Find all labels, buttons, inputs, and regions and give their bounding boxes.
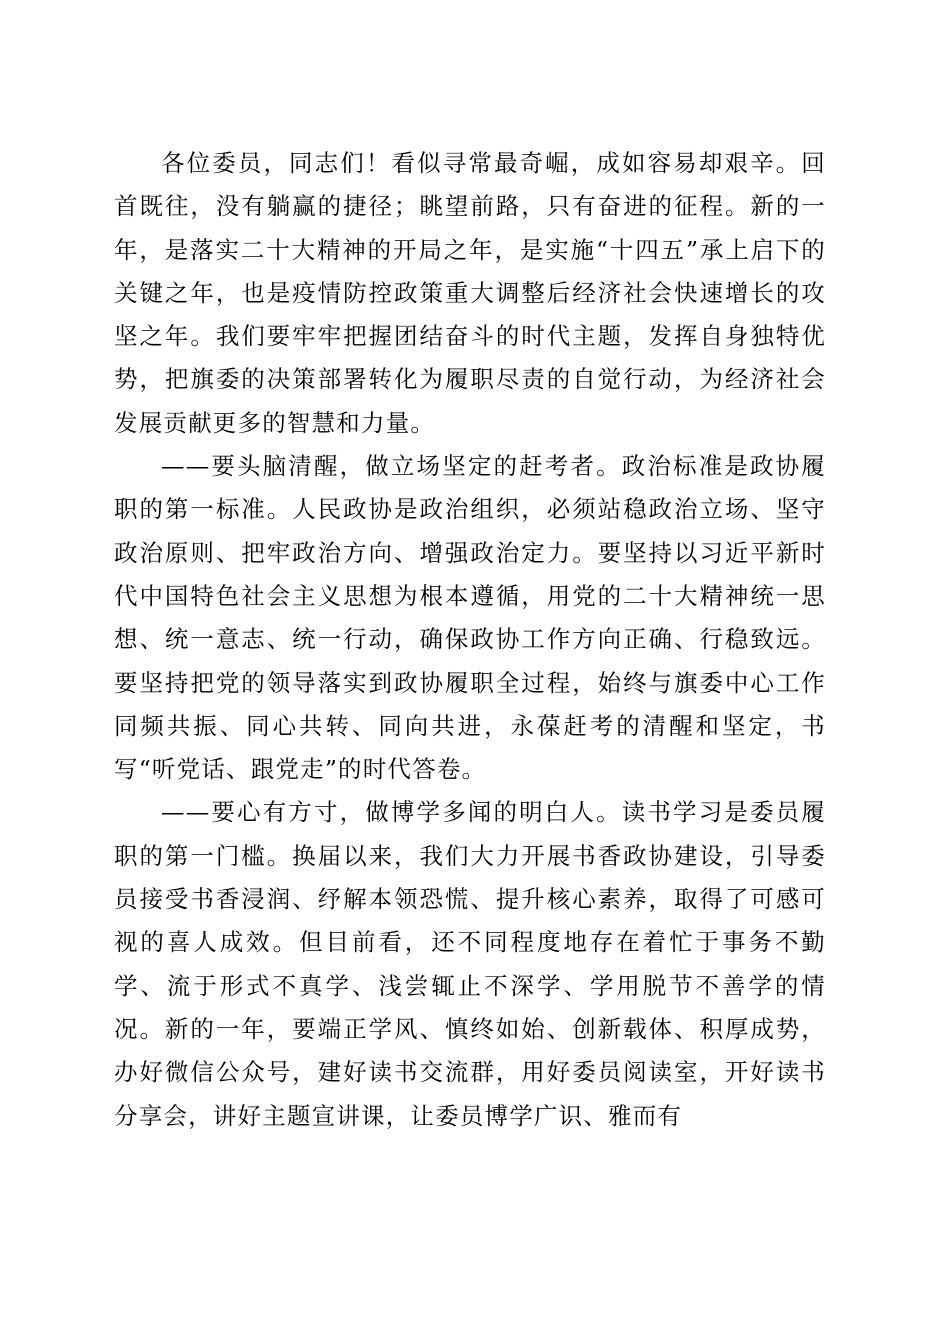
paragraph-reading-study: ——要心有方寸，做博学多闻的明白人。读书学习是委员履职的第一门槛。换届以来，我们大力开展书香政协建设，引导委员接受书香浸润、纾解本领恐慌、提升核心素养，取得了可感可视的喜人成效。但目前看，还不同程度地存在着忙于事务不勤学、流于形式不真学、浅尝辄止不深学、学用脱节不善学的情况。新的一年，要端正学风、慎终如始、创新载体、积厚成势，办好微信公众号，建好读书交流群，用好委员阅读室，开好读书分享会，讲好主题宣讲课，让委员博学广识、雅而有 — [114, 798, 826, 1130]
document-body — [114, 142, 826, 1138]
paragraph-political-stance: ——要头脑清醒，做立场坚定的赶考者。政治标准是政协履职的第一标准。人民政协是政治组织，必须站稳政治立场、坚守政治原则、把牢政治方向、增强政治定力。要坚持以习近平新时代中国特色社会主义思想为根本遵循，用党的二十大精神统一思想、统一意志、统一行动，确保政协工作方向正确、行稳致远。要坚持把党的领导落实到政协履职全过程，始终与旗委中心工作同频共振、同心共转、同向共进，永葆赶考的清醒和坚定，书写“听党话、跟党走”的时代答卷。 — [114, 452, 826, 784]
paragraph-opening-address: 各位委员，同志们！看似寻常最奇崛，成如容易却艰辛。回首既往，没有躺赢的捷径；眺望前路，只有奋进的征程。新的一年，是落实二十大精神的开局之年，是实施“十四五”承上启下的关键之年，也是疫情防控政策重大调整后经济社会快速增长的攻坚之年。我们要牢牢把握团结奋斗的时代主题，发挥自身独特优势，把旗委的决策部署转化为履职尽责的自觉行动，为经济社会发展贡献更多的智慧和力量。 — [114, 149, 826, 437]
